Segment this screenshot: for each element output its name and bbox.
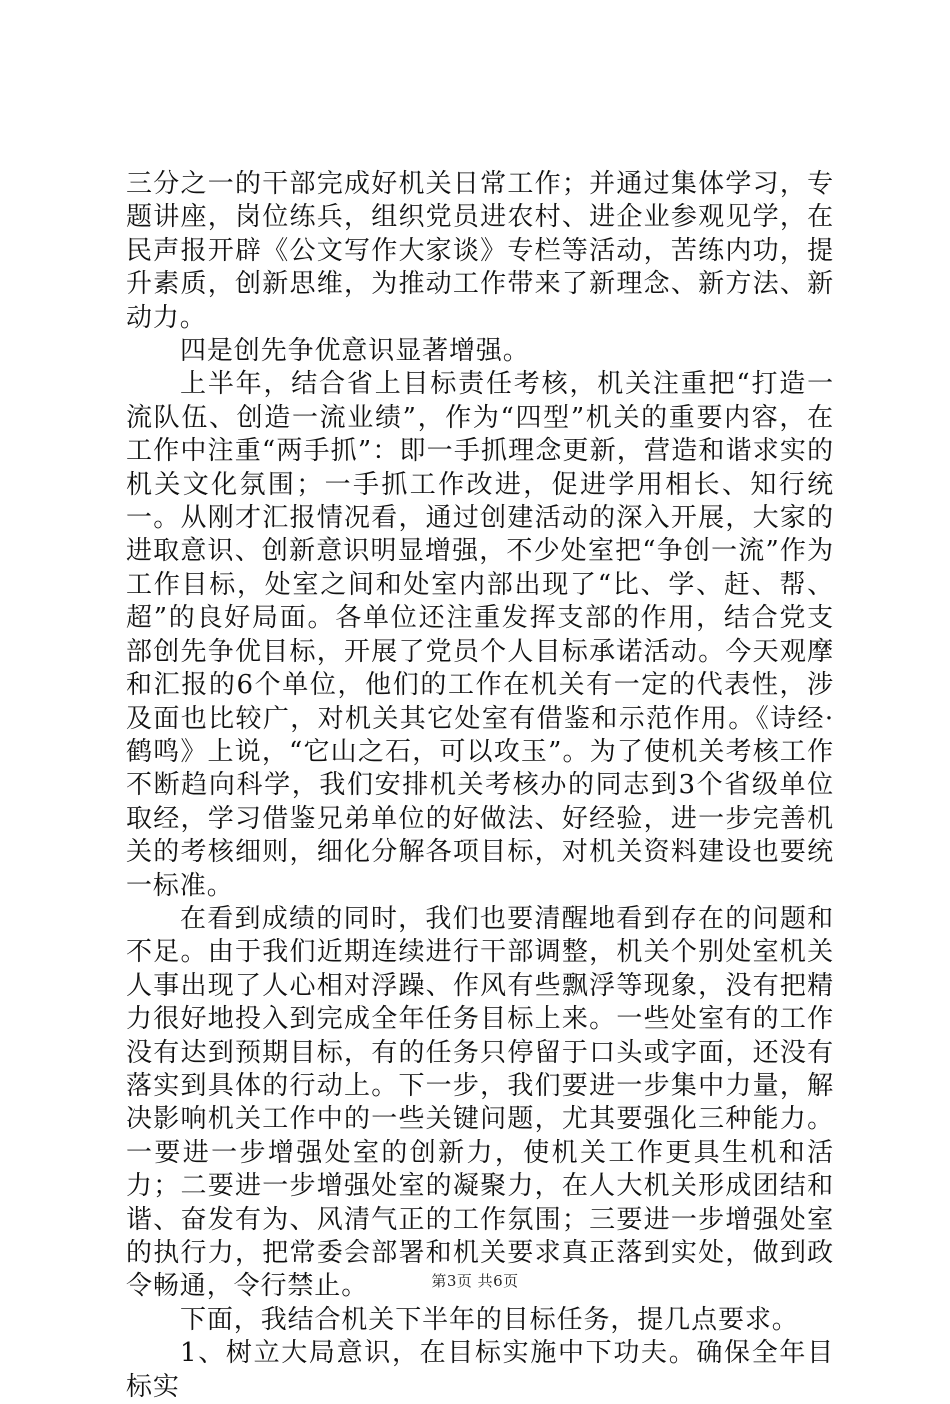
- paragraph-2-heading: 四是创先争优意识显著增强。: [180, 336, 530, 367]
- paragraph-4: 在看到成绩的同时，我们也要清醒地看到存在的问题和不足。由于我们近期连续进行干部调整，机关个别处室机关人事出现了人心相对浮躁、作风有些飘浮等现象，没有把精力很好地投入到完成全年任务目标上来。一些处室有的工作没有达到预期目标，有的任务只停留于口头或字面，还没有落实到具体的行动上。下一步，我们要进一步集中力量，解决影响机关工作中的一些关键问题，尤其要强化三种能力。一要进一步增强处室的创新力，使机关工作更具生机和活力；二要进一步增强处室的凝聚力，在人大机关形成团结和谐、奋发有为、风清气正的工作氛围；三要进一步增强处室的执行力，把常委会部署和机关要求真正落到实处，做到政令畅通，令行禁止。: [126, 903, 834, 1302]
- document-body: [126, 168, 834, 1404]
- paragraph-3: 上半年，结合省上目标责任考核，机关注重把“打造一流队伍、创造一流业绩”，作为“四型”机关的重要内容，在工作中注重“两手抓”：即一手抓理念更新，营造和谐求实的机关文化氛围；一手抓工作改进，促进学用相长、知行统一。从刚才汇报情况看，通过创建活动的深入开展，大家的进取意识、创新意识明显增强，不少处室把“争创一流”作为工作目标，处室之间和处室内部出现了“比、学、赶、帮、超”的良好局面。各单位还注重发挥支部的作用，结合党支部创先争优目标，开展了党员个人目标承诺活动。今天观摩和汇报的6个单位，他们的工作在机关有一定的代表性，涉及面也比较广，对机关其它处室有借鉴和示范作用。《诗经·鹤鸣》上说，“它山之石，可以攻玉”。为了使机关考核工作不断趋向科学，我们安排机关考核办的同志到3个省级单位取经，学习借鉴兄弟单位的好做法、好经验，进一步完善机关的考核细则，细化分解各项目标，对机关资料建设也要统一标准。: [126, 369, 834, 901]
- paragraph-1: 三分之一的干部完成好机关日常工作；并通过集体学习，专题讲座，岗位练兵，组织党员进农村、进企业参观见学，在民声报开辟《公文写作大家谈》专栏等活动，苦练内功，提升素质，创新思维，为推动工作带来了新理念、新方法、新动力。: [126, 169, 834, 333]
- paragraph-6: 1、树立大局意识，在目标实施中下功夫。确保全年目标实: [126, 1338, 834, 1402]
- paragraph-5: 下面，我结合机关下半年的目标任务，提几点要求。: [180, 1304, 799, 1335]
- page-footer: 第3页 共6页: [431, 1272, 519, 1290]
